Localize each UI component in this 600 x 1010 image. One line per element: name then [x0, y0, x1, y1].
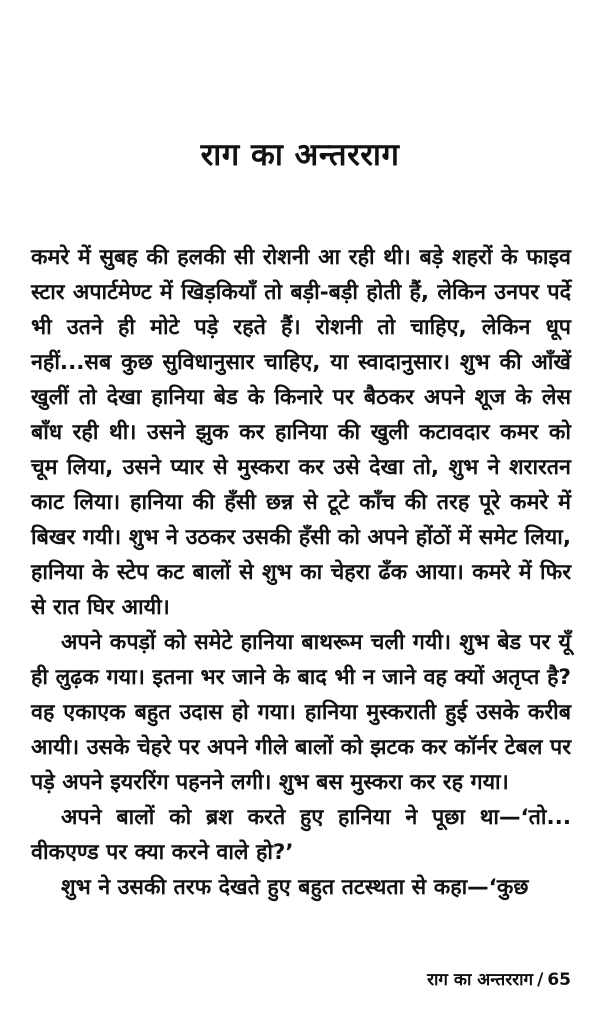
page-number: 65: [547, 970, 571, 990]
paragraph-1: कमरे में सुबह की हलकी सी रोशनी आ रही थी। बड़े शहरों के फाइव स्टार अपार्टमेण्ट में खिड़कियाँ तो बड़ी-बड़ी होती हैं, लेकिन उनपर पर्दे भी उतने ही मोटे पड़े रहते हैं। रोशनी तो चाहिए, लेकिन धूप नहीं...सब कुछ सुविधानुसार चाहिए, या स्वादानुसार। शुभ की आँखें खुलीं तो देखा हानिया बेड के किनारे पर बैठकर अपने शूज के लेस बाँध रही थी। उसने झुक कर हानिया की खुली कटावदार कमर को चूम लिया, उसने प्यार से मुस्करा कर उसे देखा तो, शुभ ने शरारतन काट लिया। हानिया की हँसी छन्न से टूटे काँच की तरह पूरे कमरे में बिखर गयी। शुभ ने उठकर उसकी हँसी को अपने होंठों में समेट लिया, हानिया के स्टेप कट बालों से शुभ का चेहरा ढँक आया। कमरे में फिर से रात घिर आयी।: [31, 245, 571, 620]
paragraph-2: अपने कपड़ों को समेटे हानिया बाथरूम चली गयी। शुभ बेड पर यूँ ही लुढ़क गया। इतना भर जाने के बाद भी न जाने वह क्यों अतृप्त है? वह एकाएक बहुत उदास हो गया। हानिया मुस्कराती हुई उसके करीब आयी। उसके चेहरे पर अपने गीले बालों को झटक कर कॉर्नर टेबल पर पड़े अपने इयररिंग पहनने लगी। शुभ बस मुस्करा कर रह गया।: [31, 630, 571, 795]
footer-separator: /: [537, 970, 544, 990]
paragraph-4: शुभ ने उसकी तरफ देखते हुए बहुत तटस्थता से कहा—‘कुछ: [61, 875, 529, 900]
footer-running-title: राग का अन्तरराग: [427, 970, 534, 990]
paragraph-3: अपने बालों को ब्रश करते हुए हानिया ने पूछा था—‘तो... वीकएण्ड पर क्या करने वाले हो?’: [31, 805, 571, 865]
running-footer: [427, 967, 571, 990]
body-text: [31, 240, 571, 905]
chapter-title: राग का अन्तरराग: [200, 136, 400, 173]
